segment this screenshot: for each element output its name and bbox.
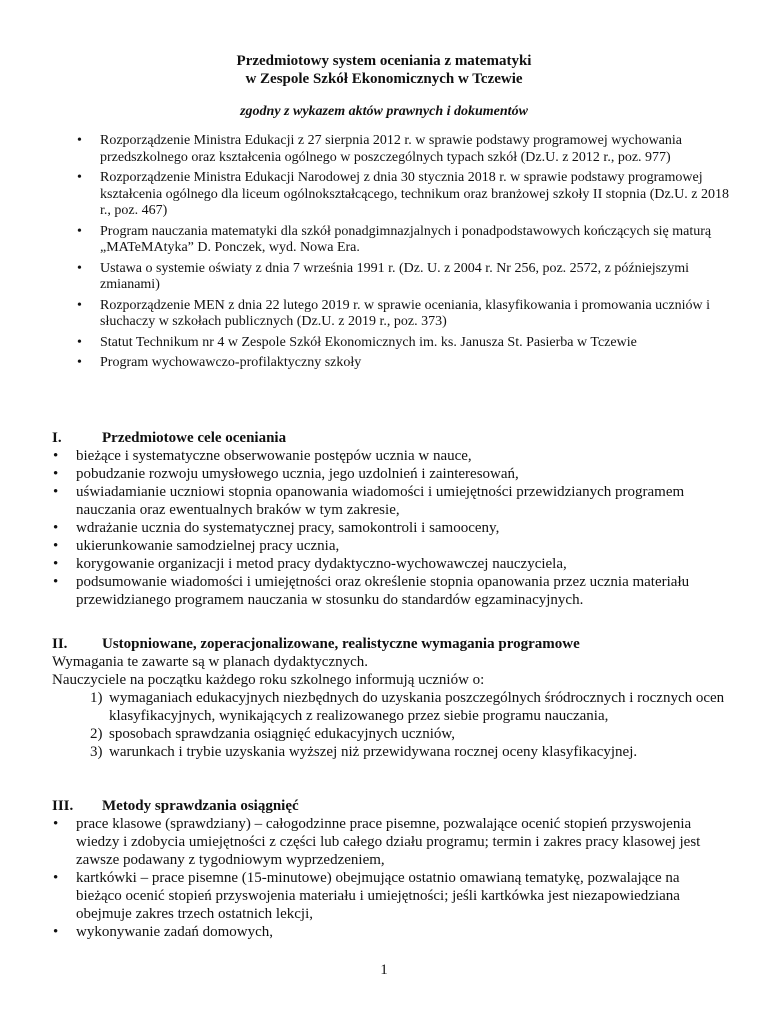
section-2-line-2: Nauczyciele na początku każdego roku szkolnego informują uczniów o:: [52, 672, 485, 688]
list-item: • podsumowanie wiadomości i umiejętności oraz określenie stopnia opanowania przez ucznia materiału przewidzianego programem nauczania w stosunku do standardów egzaminacyjnych.: [76, 573, 726, 609]
list-item: • wykonywanie zadań domowych,: [76, 923, 726, 941]
list-item: [90, 689, 730, 725]
section-3-heading: [52, 797, 299, 815]
item-text: warunkach i trybie uzyskania wyższej niż przewidywana rocznej oceny klasyfikacyjnej.: [109, 744, 638, 760]
list-item: • Rozporządzenie MEN z dnia 22 lutego 2019 r. w sprawie oceniania, klasyfikowania i promowania uczniów i słuchaczy w szkołach publicznych (Dz.U. z 2019 r., poz. 373): [100, 298, 740, 331]
section-1-list: [76, 447, 726, 609]
document-title-line2: w Zespole Szkół Ekonomicznych w Tczewie: [245, 71, 523, 87]
legal-acts-list: [100, 133, 740, 376]
section-3-number: III.: [52, 798, 74, 814]
list-item: • Statut Technikum nr 4 w Zespole Szkół Ekonomicznych im. ks. Janusza St. Pasierba w Tczewie: [100, 335, 740, 352]
list-item: • Ustawa o systemie oświaty z dnia 7 września 1991 r. (Dz. U. z 2004 r. Nr 256, poz. 2572, z późniejszymi zmianami): [100, 261, 740, 294]
list-item: • wdrażanie ucznia do systematycznej pracy, samokontroli i samooceny,: [76, 519, 726, 537]
section-2-title: Ustopniowane, zoperacjonalizowane, realistyczne wymagania programowe: [102, 636, 580, 652]
list-item: • ukierunkowanie samodzielnej pracy ucznia,: [76, 537, 726, 555]
item-text: wymaganiach edukacyjnych niezbędnych do uzyskania poszczególnych śródrocznych i rocznych ocen klasyfikacyjnych, wynikających z realizowanego przez siebie programu nauczania,: [109, 690, 725, 724]
item-text: sposobach sprawdzania osiągnięć edukacyjnych uczniów,: [109, 726, 455, 742]
list-item: • pobudzanie rozwoju umysłowego ucznia, jego uzdolnień i zainteresowań,: [76, 465, 726, 483]
section-1-heading: [52, 429, 286, 447]
item-number: 1): [90, 690, 103, 706]
section-3-list: [76, 815, 726, 941]
section-2-line-1: Wymagania te zawarte są w planach dydaktycznych.: [52, 654, 369, 670]
list-item: • kartkówki – prace pisemne (15-minutowe) obejmujące ostatnio omawianą tematykę, pozwalające na bieżąco ocenić stopień przyswojenia materiału i umiejętności; jeśli kartkówka jest niezapowiedziana obejmuje zakres trzech ostatnich lekcji,: [76, 869, 726, 923]
document-title-line1: Przedmiotowy system oceniania z matematyki: [236, 53, 532, 69]
list-item: • prace klasowe (sprawdziany) – całogodzinne prace pisemne, pozwalające ocenić stopień przyswojenia wiedzy i zdobycia umiejętności z części lub całego działu programu; termin i zakres pracy klasowej jest zawsze podawany z tygodniowym wyprzedzeniem,: [76, 815, 726, 869]
list-item: • Rozporządzenie Ministra Edukacji z 27 sierpnia 2012 r. w sprawie podstawy programowej wychowania przedszkolnego oraz kształcenia ogólnego w poszczególnych typach szkół (Dz.U. z 2012 r., poz. 977): [100, 133, 740, 166]
list-item: • Program wychowawczo-profilaktyczny szkoły: [100, 355, 740, 372]
list-item: [90, 743, 730, 761]
list-item: • Program nauczania matematyki dla szkół ponadgimnazjalnych i ponadpodstawowych kończących się maturą „MATeMAtyka” D. Ponczek, wyd. Nowa Era.: [100, 224, 740, 257]
document-subtitle: zgodny z wykazem aktów prawnych i dokumentów: [240, 104, 528, 119]
section-3-title: Metody sprawdzania osiągnięć: [102, 798, 299, 814]
list-item: [90, 725, 730, 743]
section-2-heading: [52, 635, 580, 653]
page-number: 1: [380, 962, 388, 978]
item-number: 2): [90, 726, 103, 742]
item-number: 3): [90, 744, 103, 760]
list-item: • bieżące i systematyczne obserwowanie postępów ucznia w nauce,: [76, 447, 726, 465]
section-1-title: Przedmiotowe cele oceniania: [102, 430, 287, 446]
section-1-number: I.: [52, 430, 62, 446]
list-item: • uświadamianie uczniowi stopnia opanowania wiadomości i umiejętności przewidzianych programem nauczania oraz ewentualnych braków w tym zakresie,: [76, 483, 726, 519]
section-2-numbered-list: [90, 689, 730, 761]
list-item: • Rozporządzenie Ministra Edukacji Narodowej z dnia 30 stycznia 2018 r. w sprawie podstawy programowej kształcenia ogólnego dla liceum ogólnokształcącego, technikum oraz branżowej szkoły II stopnia (Dz.U. z 2018 r., poz. 467): [100, 170, 740, 220]
section-2-number: II.: [52, 636, 68, 652]
list-item: • korygowanie organizacji i metod pracy dydaktyczno-wychowawczej nauczyciela,: [76, 555, 726, 573]
